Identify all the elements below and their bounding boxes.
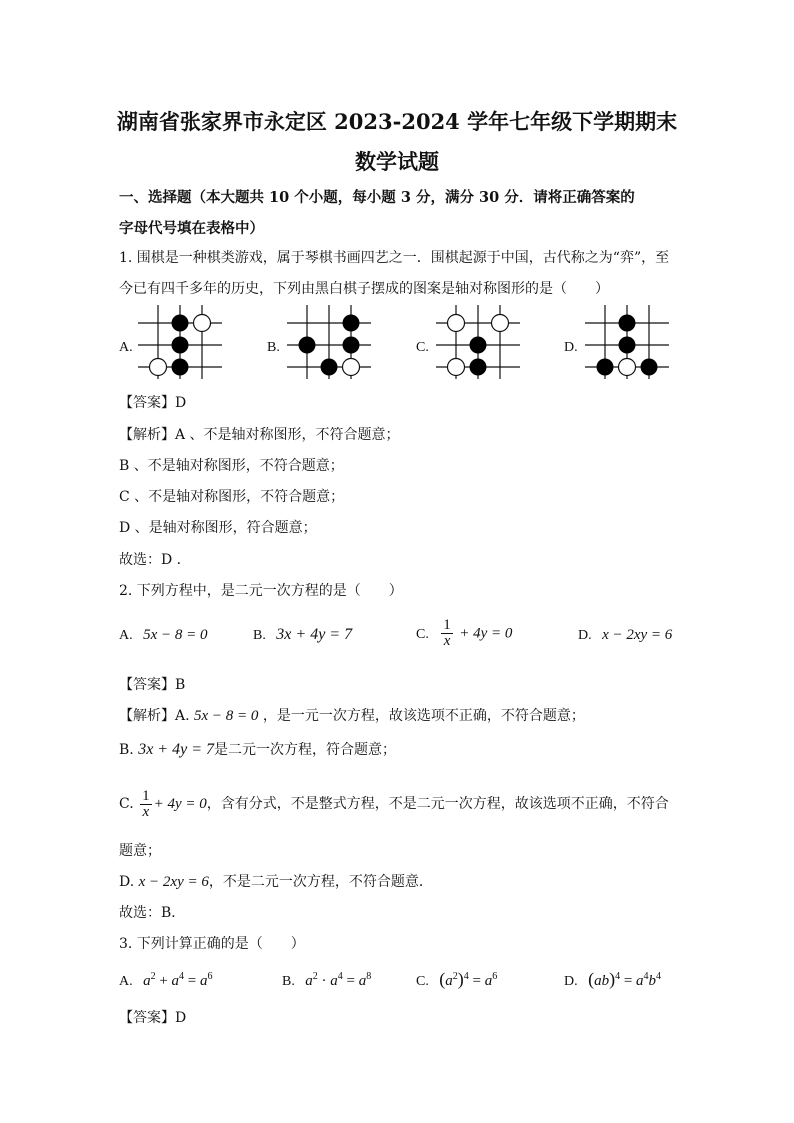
black-stone: [343, 315, 360, 332]
q1-analysis-line2: B 、不是轴对称图形，不符合题意；: [119, 458, 344, 474]
q1-text-line2: 今已有四千多年的历史，下列由黑白棋子摆成的图案是轴对称图形的是（ ）: [119, 281, 609, 297]
document-title-line1: 湖南省张家界市永定区 2023-2024 学年七年级下学期期末: [116, 109, 678, 134]
analysis-text: ，是一元一次方程，故该选项不正确，不符合题意；: [262, 708, 585, 724]
q1-option-c-label: C.: [416, 340, 429, 355]
black-stone: [597, 359, 614, 376]
black-stone: [619, 337, 636, 354]
q3-option-d-expr: $(ab)^4 = a^4b^4$: [588, 969, 662, 989]
white-stone: [619, 359, 636, 376]
analysis-expr: 5x − 8 = 0: [194, 708, 259, 724]
section-heading-line2: 字母代号填在表格中）: [119, 220, 264, 237]
q2-analysis-b: [119, 741, 396, 759]
q3-option-a: [119, 971, 213, 990]
q2-analysis-c: [119, 784, 669, 824]
section-heading-line1: 一、选择题（本大题共 10 个小题，每小题 3 分，满分 30 分．请将正确答案的: [119, 189, 635, 206]
analysis-text: 是二元一次方程，符合题意；: [214, 742, 396, 758]
black-stone: [470, 359, 487, 376]
analysis-expr: 3x + 4y = 7: [138, 741, 214, 758]
q3-option-d: [564, 969, 661, 990]
document-title-line2: 数学试题: [355, 149, 439, 174]
q2-option-a-expr: 5x − 8 = 0: [143, 627, 208, 643]
black-stone: [172, 359, 189, 376]
black-stone: [172, 315, 189, 332]
white-stone: [150, 359, 167, 376]
q3-option-d-label: D.: [564, 974, 578, 989]
analysis-prefix: D.: [119, 874, 135, 890]
analysis-prefix: B.: [119, 742, 134, 758]
q3-option-a-expr: $a^2 + a^4 = a^6$: [143, 971, 213, 989]
go-board-b: [284, 305, 374, 379]
q2-conclusion: 故选：B．: [119, 905, 186, 921]
q2-option-c-label: C.: [416, 626, 429, 642]
analysis-text: ，不是二元一次方程，不符合题意．: [208, 874, 433, 890]
q3-answer: 【答案】D: [119, 1010, 187, 1026]
q2-option-c-fraction: [441, 618, 453, 649]
q2-answer: 【答案】B: [119, 677, 186, 693]
fraction-denominator: x: [443, 633, 451, 649]
q2-option-d-expr: x − 2xy = 6: [602, 627, 673, 643]
white-stone: [343, 359, 360, 376]
q1-analysis-line1: 【解析】A 、不是轴对称图形，不符合题意；: [119, 427, 400, 443]
q1-option-a-label: A.: [119, 340, 133, 355]
black-stone: [299, 337, 316, 354]
white-stone: [448, 315, 465, 332]
q3-option-c-expr: $(a^2)^4 = a^6$: [439, 969, 498, 989]
q3-option-b-label: B.: [282, 974, 295, 989]
q2-analysis-d: [119, 873, 433, 891]
black-stone: [619, 315, 636, 332]
q2-option-a: [119, 627, 207, 644]
q3-option-a-label: A.: [119, 974, 133, 989]
analysis-prefix: C.: [119, 796, 134, 812]
q1-answer: 【答案】D: [119, 395, 187, 411]
q2-analysis-a: [119, 707, 585, 725]
q2-analysis-c-cont: 题意；: [119, 843, 161, 859]
analysis-prefix: 【解析】A.: [119, 708, 190, 724]
analysis-expr: x − 2xy = 6: [138, 874, 209, 890]
fraction-denominator: x: [142, 803, 150, 820]
q2-option-d-label: D.: [578, 628, 592, 643]
q2-option-b-label: B.: [253, 628, 266, 643]
q3-text: 3. 下列计算正确的是（ ）: [119, 936, 305, 952]
q1-analysis-line3: C 、不是轴对称图形，不符合题意；: [119, 489, 345, 505]
black-stone: [172, 337, 189, 354]
q1-text-line1: 1. 围棋是一种棋类游戏，属于琴棋书画四艺之一．围棋起源于中国，古代称之为“弈”，至: [119, 250, 670, 266]
q3-option-b-expr: $a^2 \cdot a^4 = a^8$: [305, 971, 372, 989]
q2-option-b-expr: 3x + 4y = 7: [276, 626, 353, 643]
fraction-numerator: 1: [443, 617, 451, 633]
go-board-a: [135, 305, 225, 379]
q2-option-b: [253, 626, 352, 644]
q1-option-b-label: B.: [267, 340, 280, 355]
q1-conclusion: 故选：D ．: [119, 552, 191, 568]
white-stone: [448, 359, 465, 376]
white-stone: [194, 315, 211, 332]
go-board-d: [582, 305, 672, 379]
black-stone: [641, 359, 658, 376]
black-stone: [470, 337, 487, 354]
black-stone: [343, 337, 360, 354]
q2-option-d: [578, 627, 672, 644]
analysis-expr: + 4y = 0: [153, 796, 207, 812]
fraction-numerator: 1: [142, 787, 150, 804]
q1-analysis-line4: D 、是轴对称图形，符合题意；: [119, 520, 317, 536]
q3-option-c: [416, 969, 497, 990]
q3-option-c-label: C.: [416, 974, 429, 989]
black-stone: [321, 359, 338, 376]
analysis-fraction: [140, 789, 152, 820]
analysis-text: ，含有分式，不是整式方程，不是二元一次方程，故该选项不正确，不符合: [206, 796, 669, 812]
go-board-c: [433, 305, 523, 379]
q3-option-b: [282, 971, 371, 990]
q2-text: 2. 下列方程中，是二元一次方程的是（ ）: [119, 583, 403, 599]
q2-option-c: [416, 618, 512, 649]
q2-option-c-rest: + 4y = 0: [459, 625, 513, 642]
q1-option-d-label: D.: [564, 340, 578, 355]
q2-option-a-label: A.: [119, 628, 133, 643]
white-stone: [492, 315, 509, 332]
